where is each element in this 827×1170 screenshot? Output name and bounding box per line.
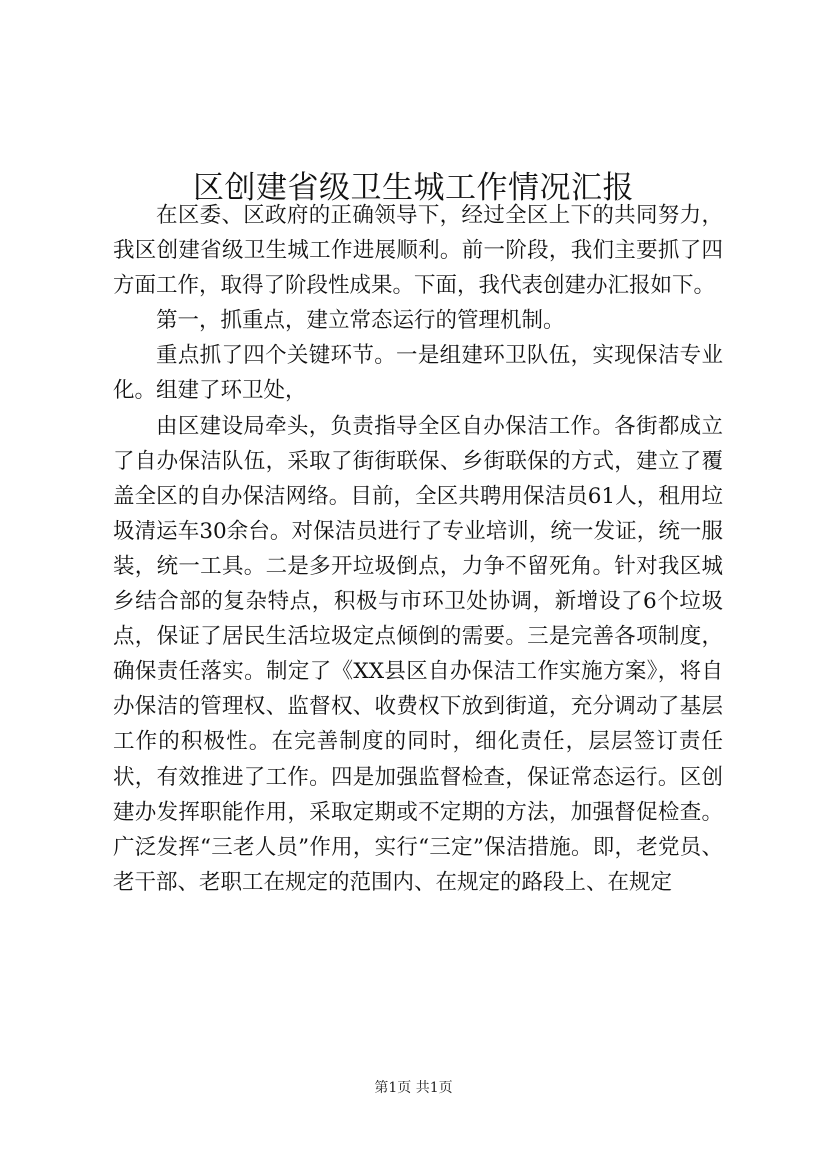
paragraph-intro: 在区委、区政府的正确领导下，经过全区上下的共同努力，我区创建省级卫生城工作进展顺利。前一阶段，我们主要抓了四方面工作，取得了阶段性成果。下面，我代表创建办汇报如下。 (113, 203, 723, 299)
paragraph-details: 由区建设局牵头，负责指导全区自办保洁工作。各街都成立了自办保洁队伍，采取了街街联保、乡街联保的方式，建立了覆盖全区的自办保洁网络。目前，全区共聘用保洁员61人，租用垃圾清运车30余台。对保洁员进行了专业培训，统一发证，统一服装，统一工具。二是多开垃圾倒点，力争不留死角。针对我区城乡结合部的复杂特点，积极与市环卫处协调，新增设了6个垃圾点，保证了居民生活垃圾定点倾倒的需要。三是完善各项制度，确保责任落实。制定了《XX县区自办保洁工作实施方案》，将自办保洁的管理权、监督权、收费权下放到街道，充分调动了基层工作的积极性。在完善制度的同时，细化责任，层层签订责任状，有效推进了工作。四是加强监督检查，保证常态运行。区创建办发挥职能作用，采取定期或不定期的方法，加强督促检查。广泛发挥“三老人员”作用，实行“三定”保洁措施。即，老党员、老干部、老职工在规定的范围内、在规定的路段上、在规定 (113, 413, 723, 895)
page-footer: 第1页 共1页 (374, 1080, 453, 1096)
paragraph-section-heading: 第一，抓重点，建立常态运行的管理机制。 (156, 308, 565, 334)
paragraph-key-links: 重点抓了四个关键环节。一是组建环卫队伍，实现保洁专业化。组建了环卫处， (113, 343, 723, 404)
document-body (113, 198, 723, 900)
document-title: 区创建省级卫生城工作情况汇报 (193, 169, 634, 206)
